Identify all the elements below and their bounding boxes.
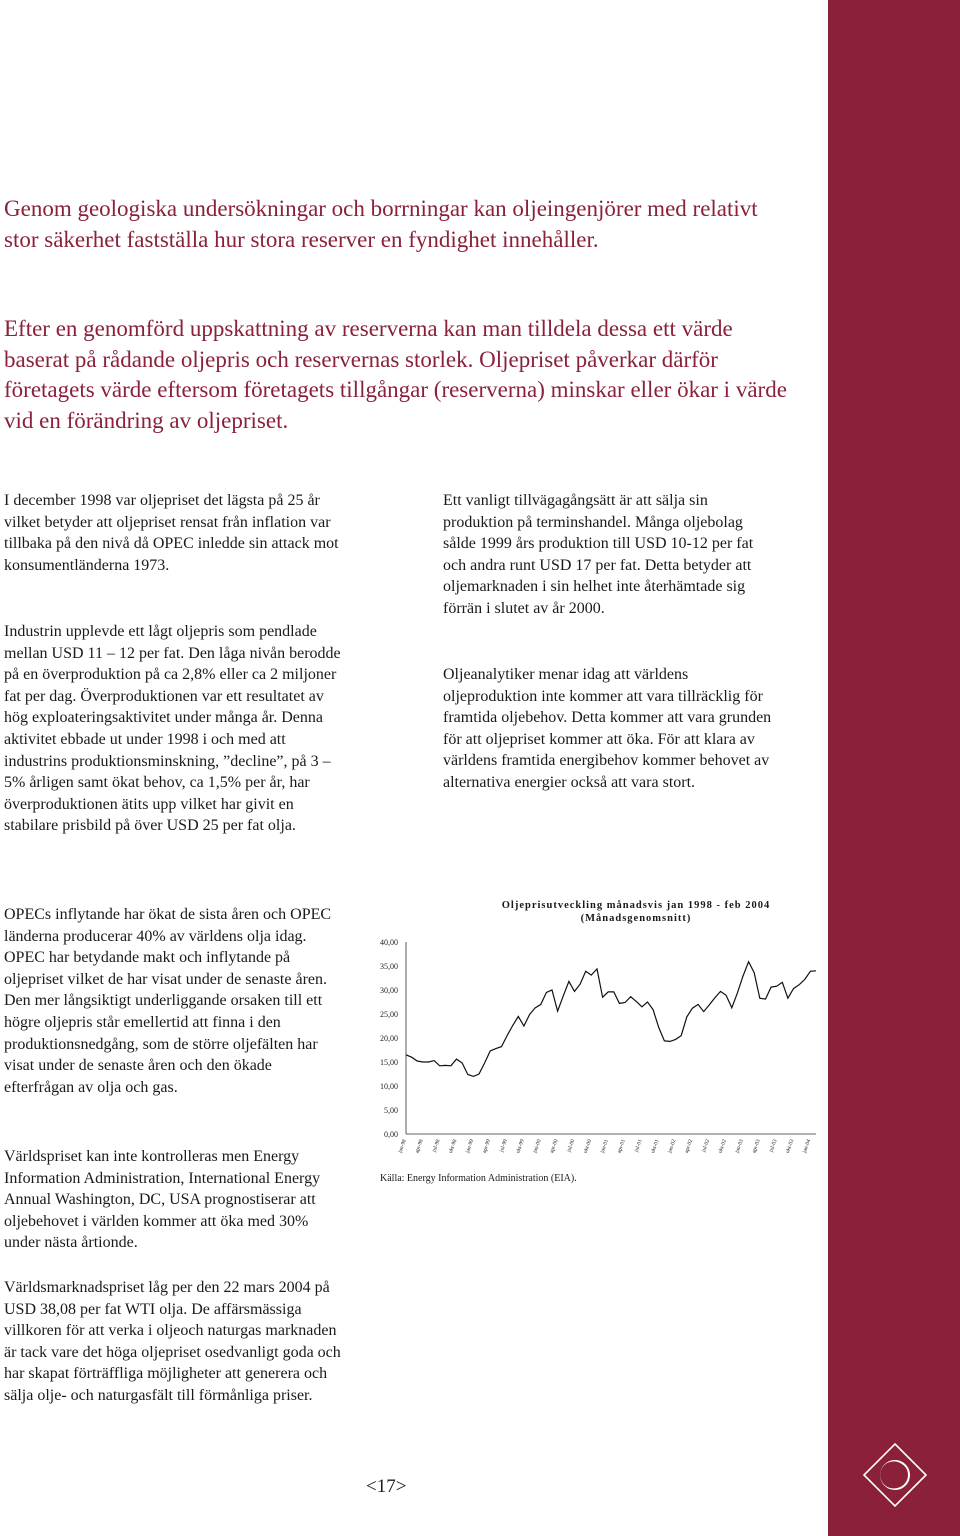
y-tick-label: 20,00 [380,1034,398,1043]
oil-price-chart [370,895,820,1195]
y-tick-label: 5,00 [384,1106,398,1115]
x-tick-label: jul-02 [701,1138,712,1154]
side-color-bar [828,0,960,1536]
intro-paragraph-2: Efter en genomförd uppskattning av reserverna kan man tilldela dessa ett värde baserat på rådande oljepris och reservernas storlek. Oljepriset påverkar därför företagets värde eftersom företagets tillgångar (reserverna) minskar eller ökar i värde vid en förändring av oljepriset. [4,316,787,433]
x-tick-label: okt-99 [515,1138,526,1155]
y-tick-label: 40,00 [380,938,398,947]
x-tick-label: jul-01 [633,1138,644,1154]
right-paragraph-1: Ett vanligt tillvägagångsätt är att sälja sin produktion på terminshandel. Många oljebolag sålde 1999 års produktion till USD 10-12 per fat och andra runt USD 17 per fat. Detta betyder att oljemarknaden i sin helhet inte återhämtade sig förrän i slutet av år 2000. [443,492,754,617]
left-paragraph-3: OPECs inflytande har ökat de sista åren och OPEC länderna producerar 40% av världens olja idag. OPEC har betydande makt och inflytande på oljepriset vilket de har visat under de senaste åren. Den mer långsiktigt underliggande orsaken till ett högre oljepris står emellertid att finna i den produktionsnedgång, som de större oljefälten har visat under de senaste åren och den ökade efterfrågan av olja och gas. [4,906,332,1096]
right-paragraph-2: Oljeanalytiker menar idag att världens oljeproduktion inte kommer att vara tillräcklig för framtida oljebehov. Detta kommer att vara grunden för att oljepriset kommer att öka. För att klara av världens framtida energibehov kommer behovet av alternativa energier också att vara stort. [443,666,772,791]
x-tick-label: jul-03 [768,1138,779,1154]
x-tick-label: jan-98 [397,1138,408,1154]
x-tick-label: okt-98 [447,1138,459,1155]
y-tick-label: 30,00 [380,986,398,995]
y-tick-label: 10,00 [380,1082,398,1091]
y-tick-label: 25,00 [380,1010,398,1019]
x-tick-label: okt-02 [717,1138,729,1155]
y-tick-label: 15,00 [380,1058,398,1067]
x-tick-label: jan-04 [801,1138,813,1154]
x-tick-label: jan-02 [667,1138,678,1154]
left-paragraph-1: I december 1998 var oljepriset det lägsta på 25 år vilket betyder att oljepriset rensat från inflation var tillbaka på den nivå då OPEC inledde sin attack mot konsumentländerna 1973. [4,492,339,574]
y-tick-label: 0,00 [384,1130,398,1139]
x-tick-label: apr-00 [549,1138,560,1155]
intro-paragraph-1: Genom geologiska undersökningar och borrningar kan oljeingenjörer med relativt stor säkerhet fastställa hur stora reserver en fyndighet innehåller. [4,196,758,252]
x-tick-label: jul-00 [566,1138,577,1154]
page-number: <17> [366,1476,407,1497]
x-tick-label: apr-02 [683,1138,695,1155]
x-tick-label: jan-00 [532,1138,543,1154]
y-tick-label: 35,00 [380,962,398,971]
x-tick-label: apr-01 [616,1138,627,1155]
x-tick-label: okt-01 [650,1138,661,1155]
price-series-line [406,962,816,1077]
x-tick-label: jan-03 [734,1138,745,1154]
x-tick-label: apr-98 [414,1138,425,1155]
x-tick-label: okt-03 [784,1138,796,1155]
chart-source: Källa: Energy Information Administration (EIA). [380,1173,577,1184]
x-tick-label: jan-99 [464,1138,476,1154]
x-tick-label: apr-99 [481,1138,493,1155]
x-tick-label: jan-01 [599,1138,611,1154]
x-tick-label: okt-00 [582,1138,594,1155]
left-paragraph-2: Industrin upplevde ett lågt oljepris som pendlade mellan USD 11 – 12 per fat. Den låga nivån berodde på en överproduktion på ca 2,8% eller ca 2 miljoner fat per dag. Överproduktionen var ett resultatet av hög exploateringsaktivitet under många år. Denna aktivitet ebbade ut under 1998 i och med att industrins produktionsminskning, ”decline”, på 3 – 5% årligen samt ökat behov, ca 1,5% per år, har överproduktionen ätits upp vilket har givit en stabilare prisbild på över USD 25 per fat olja. [4,623,341,835]
left-paragraph-5: Världsmarknadspriset låg per den 22 mars 2004 på USD 38,08 per fat WTI olja. De affärsmässiga villkoren för att verka i oljeoch naturgas marknaden är tack vare det höga oljepriset osedvanligt goda och har skapat förträffliga möjligheter att generera och sälja olje- och naturgasfält till förmånliga priser. [4,1279,341,1404]
left-paragraph-4: Världspriset kan inte kontrolleras men Energy Information Administration, International Energy Annual Washington, DC, USA prognostiserar att oljebehovet i världen kommer att öka med 30% under nästa årtionde. [4,1148,321,1252]
chart-plot [370,895,820,1170]
publisher-logo-icon [862,1442,928,1508]
x-tick-label: apr-03 [751,1138,762,1155]
chart-title: Oljeprisutveckling månadsvis jan 1998 - feb 2004 [501,900,771,911]
x-tick-label: jul-98 [431,1138,442,1154]
chart-subtitle: (Månadsgenomsnitt) [580,913,692,924]
x-tick-label: jul-99 [498,1138,509,1154]
